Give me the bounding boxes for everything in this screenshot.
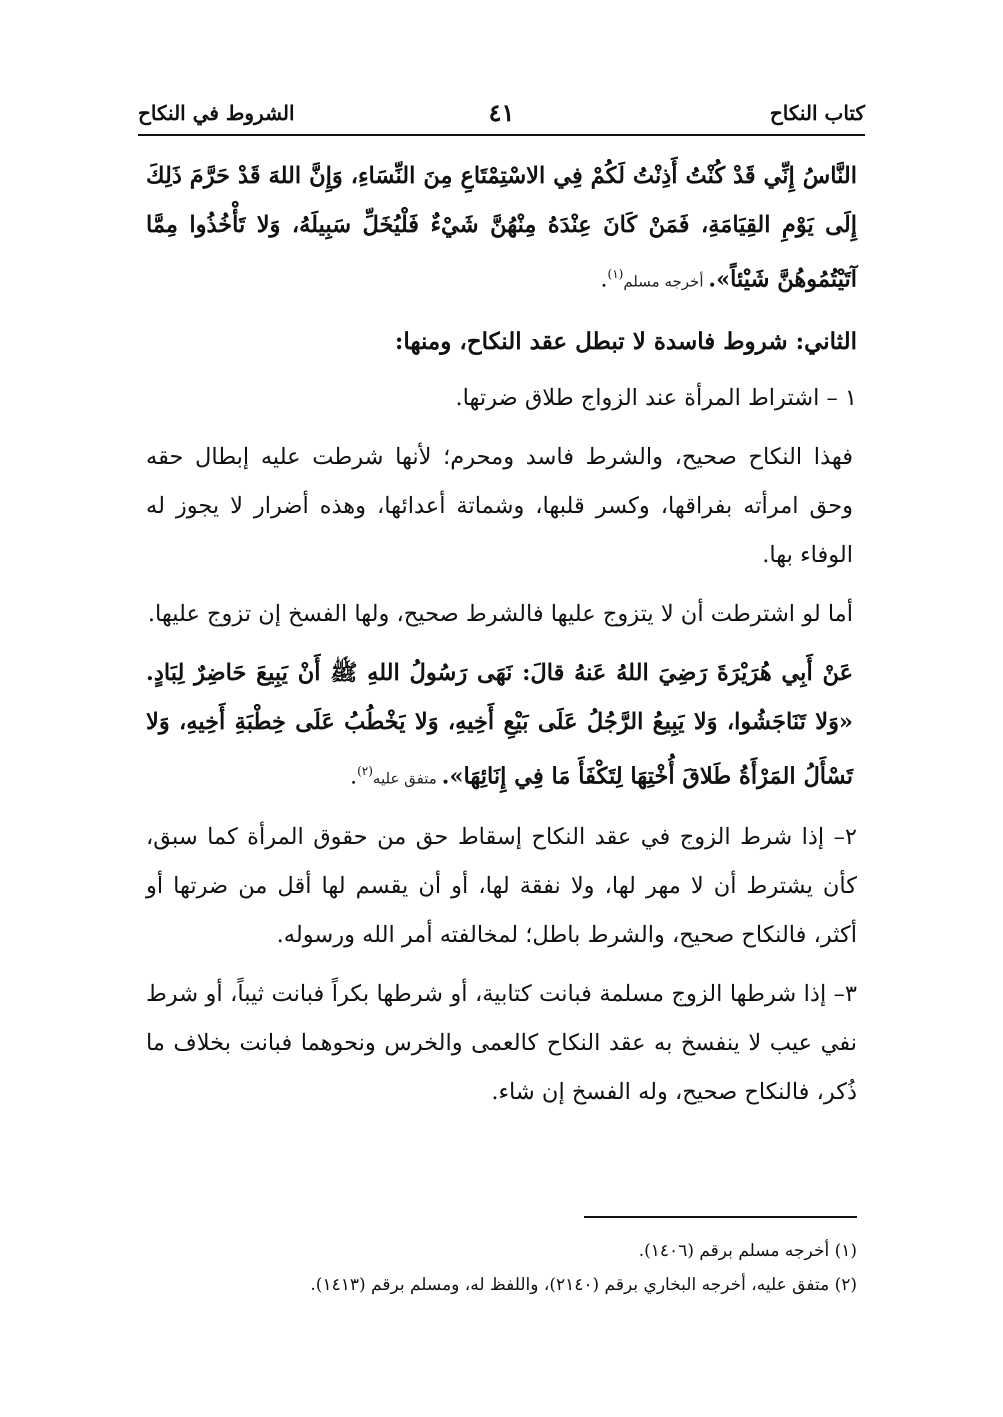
footnote-ref-1[interactable]: (١) bbox=[607, 267, 624, 281]
header-rule bbox=[138, 134, 865, 136]
hadith-paragraph-2 bbox=[146, 649, 857, 804]
hadith-source: أخرجه مسلم bbox=[623, 272, 709, 291]
paragraph-condition: أما لو اشترطت أن لا يتزوج عليها فالشرط صحيح، ولها الفسخ إن تزوج عليها. bbox=[147, 600, 853, 627]
list-item-3: ٣– إذا شرطها الزوج مسلمة فبانت كتابية، أو شرطها بكراً فبانت ثيباً، أو شرط نفي عيب لا ينفسخ به عقد النكاح كالعمى والخرس ونحوهما فبانت بخلاف ما ذُكر، فالنكاح صحيح، وله الفسخ إن شاء. bbox=[146, 981, 857, 1105]
list-item-1: ١ – اشتراط المرأة عند الزواج طلاق ضرتها. bbox=[455, 384, 857, 411]
sentence-end: . bbox=[349, 763, 358, 789]
hadith-paragraph-1 bbox=[146, 152, 857, 307]
hadith-text: عَنْ أَبِي هُرَيْرَةَ رَضِيَ اللهُ عَنهُ قالَ: نَهَى رَسُولُ اللهِ ﷺ أَنْ يَبِيعَ حَاضِرٌ لِبَادٍ. «وَلا تَنَاجَشُوا، وَلا يَبِيعُ الرَّجُلُ عَلَى بَيْعِ أَخِيهِ، وَلا يَخْطُبُ عَلَى خِطْبَةِ أَخِيهِ، وَلا تَسْأَلُ المَرْأَةُ طَلاقَ أُخْتِهَا لِتَكْفَأَ مَا فِي إِنَائِهَا». bbox=[146, 659, 853, 789]
footnote-rule bbox=[584, 1216, 857, 1218]
footnote-1: (١) أخرجه مسلم برقم (١٤٠٦). bbox=[638, 1241, 857, 1261]
footnotes bbox=[146, 1234, 857, 1302]
paragraph-explanation: فهذا النكاح صحيح، والشرط فاسد ومحرم؛ لأنها شرطت عليه إبطال حقه وحق امرأته بفراقها، وكسر قلبها، وشماتة أعدائها، وهذه أضرار لا يجوز له الوفاء بها. bbox=[146, 443, 853, 568]
header-book-title: كتاب النكاح bbox=[769, 101, 865, 125]
section-heading: الثاني: شروط فاسدة لا تبطل عقد النكاح، ومنها: bbox=[394, 327, 857, 355]
header-chapter-title: الشروط في النكاح bbox=[138, 101, 295, 125]
sentence-end: . bbox=[600, 266, 608, 293]
running-header bbox=[138, 98, 865, 134]
list-item-2: ٢– إذا شرط الزوج في عقد النكاح إسقاط حق من حقوق المرأة كما سبق، كأن يشترط أن لا مهر لها، ولا نفقة لها، أو أن يقسم لها أقل من ضرتها أو أكثر، فالنكاح صحيح، والشرط باطل؛ لمخالفته أمر الله ورسوله. bbox=[146, 824, 857, 948]
footnote-ref-2[interactable]: (٢) bbox=[357, 763, 373, 778]
hadith-source: متفق عليه bbox=[372, 769, 442, 787]
hadith-text: النَّاسُ إِنِّي قَدْ كُنْتُ أَذِنْتُ لَكُمْ فِي الاسْتِمْتَاعِ مِنَ النِّسَاءِ، وَإِنَّ اللهَ قَدْ حَرَّمَ ذَلِكَ إِلَى يَوْمِ القِيَامَةِ، فَمَنْ كَانَ عِنْدَهُ مِنْهُنَّ شَيْءٌ فَلْيُخَلِّ سَبِيلَهُ، وَلا تَأْخُذُوا مِمَّا آتَيْتُمُوهُنَّ شَيْئاً». bbox=[146, 163, 857, 293]
footnote-2: (٢) متفق عليه، أخرجه البخاري برقم (٢١٤٠)، واللفظ له، ومسلم برقم (١٤١٣). bbox=[310, 1275, 857, 1295]
page-body bbox=[146, 152, 857, 1127]
page-number: ٤١ bbox=[488, 98, 515, 127]
